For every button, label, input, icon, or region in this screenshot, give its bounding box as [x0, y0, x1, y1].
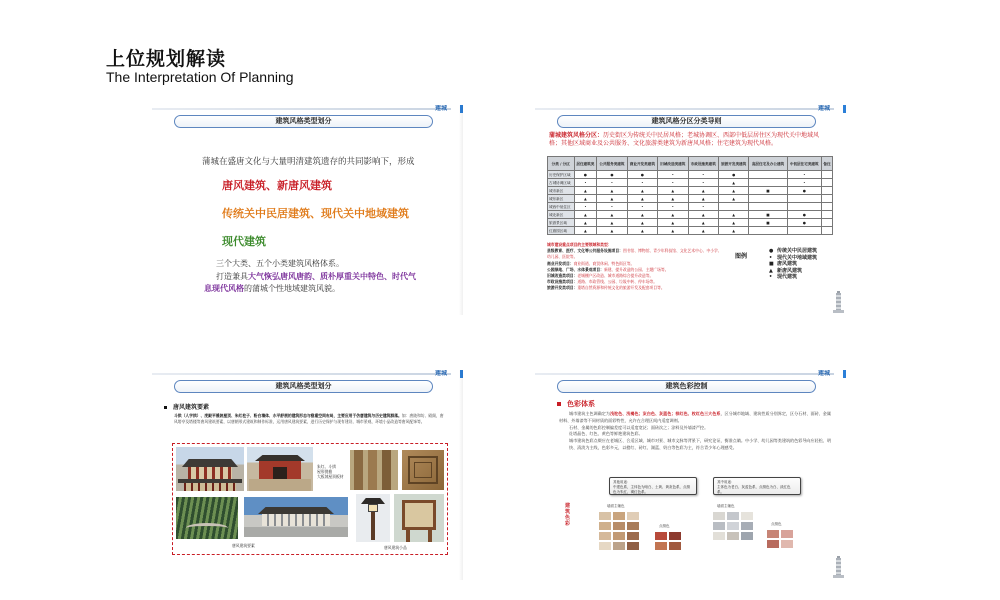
table-cell: •: [597, 203, 627, 211]
table-cell: [821, 187, 832, 195]
tang-pavilion-photo: [176, 447, 244, 491]
slide-style-types: [152, 105, 463, 315]
table-cell: ▲: [688, 187, 718, 195]
table-cell: ■: [749, 211, 787, 219]
table-cell: ▲: [574, 187, 597, 195]
section-title: 建筑风格类型划分: [174, 380, 433, 393]
tower-icon: [833, 556, 844, 578]
table-cell: ▲: [627, 195, 657, 203]
legend-title: 图例: [735, 253, 748, 260]
main-color-swatch: [627, 522, 639, 530]
table-cell: ▲: [627, 227, 657, 235]
legend-label: 唐风建筑: [777, 261, 798, 267]
color-system-text: [559, 411, 833, 452]
table-cell: •: [627, 179, 657, 187]
main-color-swatch: [613, 542, 625, 550]
note-value: 老城棚户区改造、城市道路综合提升改造等。: [577, 273, 654, 279]
table-cell: ■: [749, 219, 787, 227]
slide-top-bar: [152, 373, 451, 375]
row-header: 旅游景区域: [548, 219, 575, 227]
color-para-1: [559, 411, 833, 425]
slide-accent-bar: [843, 105, 846, 113]
slide-logo: 莲城: [817, 105, 830, 112]
legend-symbol-icon: •: [769, 274, 773, 280]
row-header: 红旗园区域: [548, 227, 575, 235]
table-cell: ▲: [658, 219, 688, 227]
table-cell: •: [787, 179, 821, 187]
table-cell: •: [688, 203, 718, 211]
table-cell: [749, 171, 787, 179]
section-title: 建筑风格类型划分: [174, 115, 433, 128]
table-cell: [749, 227, 787, 235]
table-cell: ▲: [597, 219, 627, 227]
main-color-swatch: [613, 532, 625, 540]
table-cell: ▲: [658, 195, 688, 203]
color-note-right: 其中用途： 主体色为老白、灰蓝色系，点缀色为白、淡红色系。: [713, 477, 801, 495]
main-color-swatch: [727, 512, 739, 520]
goal-tail: 的蒲城个性地域建筑风貌。: [244, 284, 340, 293]
row-header: 城西中低住区: [548, 203, 575, 211]
table-cell: ▲: [597, 227, 627, 235]
table-header: 居住建筑类: [574, 157, 597, 171]
style-modern: 现代建筑: [222, 235, 266, 248]
caption-tang-sketches: 唐风建筑小品: [384, 545, 407, 550]
slide-tang-elements: [152, 370, 463, 580]
table-cell: •: [688, 171, 718, 179]
legend-label: 传统关中民居建筑: [777, 248, 818, 254]
main-color-swatch: [741, 512, 753, 520]
table-cell: •: [787, 171, 821, 179]
row-header: 古城协调区域: [548, 179, 575, 187]
bullet-icon: [164, 406, 167, 409]
table-cell: [821, 219, 832, 227]
table-cell: ●: [718, 171, 748, 179]
zone-note-body: 历史街区为传统关中民居风格；老城协调区、西部中低层居住区为现代关中地域风格；其他区域商业及公共服务、文化旅游类建筑为新唐风风格；住宅建筑为现代风格。: [549, 132, 820, 147]
accent-color-swatch: [655, 542, 667, 550]
table-cell: ▲: [627, 211, 657, 219]
table-header: 商业开发类建筑: [627, 157, 657, 171]
table-row: [548, 171, 833, 179]
note-key: 县级教育、医疗、文化等公共服务设施项目：: [547, 248, 623, 254]
zone-note-head: 蒲城建筑风格分区：: [549, 132, 604, 139]
table-cell: [821, 203, 832, 211]
table-cell: •: [627, 203, 657, 211]
slide-logo: 莲城: [434, 370, 447, 377]
table-row: [548, 179, 833, 187]
sub-heading: [164, 402, 209, 411]
sub-heading-text: 唐风建筑要素: [173, 404, 210, 411]
signboard-photo: [394, 494, 444, 542]
accent-color-label-left: 点缀色: [659, 524, 670, 528]
table-cell: ▲: [688, 227, 718, 235]
table-cell: [821, 171, 832, 179]
table-cell: ●: [787, 219, 821, 227]
page-subtitle: The Interpretation Of Planning: [106, 69, 294, 85]
main-color-swatch: [741, 532, 753, 540]
table-cell: ▲: [574, 211, 597, 219]
p1-lead: 城市建筑主色调确定为: [569, 411, 610, 416]
note-key: 公园绿地、广场、水体景观项目：: [547, 266, 604, 272]
color-vertical-label: 建筑色彩: [565, 503, 571, 527]
wood-detail-photo: [350, 450, 398, 490]
accent-color-swatch: [669, 532, 681, 540]
caption-tang-elements: 唐风建筑要素: [232, 543, 255, 548]
table-cell: [749, 203, 787, 211]
desc-detail: 如：唐陵和坊、殿阁，唐风塔亭及塔楼等唐风建筑要素，以唐朝形式建筑和制作标准，运用唐风建筑要素，进行历史保护与现有建设、城市景观、环境小品改造等唐风配饰等。: [174, 413, 444, 424]
table-cell: ▲: [718, 179, 748, 187]
row-header: 城市新区: [548, 187, 575, 195]
main-color-swatch: [599, 542, 611, 550]
modern-tang-hall-photo: [244, 497, 348, 537]
legend-item: [769, 274, 817, 281]
table-cell: [787, 195, 821, 203]
table-cell: ▲: [597, 187, 627, 195]
accent-color-swatch: [767, 530, 779, 538]
main-color-swatch: [727, 532, 739, 540]
table-cell: ●: [597, 171, 627, 179]
table-cell: ●: [787, 211, 821, 219]
main-color-swatch: [599, 522, 611, 530]
slide-top-bar: [152, 108, 451, 110]
table-cell: •: [597, 179, 627, 187]
table-cell: •: [658, 171, 688, 179]
lamp-post-photo: [356, 494, 390, 542]
garden-bridge-photo: [176, 497, 238, 539]
table-cell: ●: [787, 187, 821, 195]
main-color-swatch: [613, 522, 625, 530]
table-cell: ▲: [658, 187, 688, 195]
slide-logo: 莲城: [817, 370, 830, 377]
table-cell: ▲: [718, 211, 748, 219]
main-color-swatch: [599, 512, 611, 520]
legend-symbol-icon: ●: [769, 248, 774, 254]
p1-highlight: 浅驼色、浅褐色；灰白色、灰蓝色；棕红色、枚红色三大色系: [609, 411, 721, 416]
table-cell: •: [658, 203, 688, 211]
table-cell: •: [574, 203, 597, 211]
legend-symbol-icon: •: [769, 254, 773, 261]
note-key: 商业开发项目：: [547, 260, 574, 266]
row-header: 城北新区: [548, 211, 575, 219]
legend-label: 新唐风建筑: [777, 267, 803, 274]
table-header: 旧城改造类建筑: [658, 157, 688, 171]
legend-label: 现代关中地域建筑: [777, 254, 818, 261]
main-color-swatch: [713, 512, 725, 520]
table-cell: [749, 179, 787, 187]
table-cell: ▲: [597, 211, 627, 219]
intro-text: 蒲城在盛唐文化与大量明清建筑遗存的共同影响下，形成: [202, 157, 415, 167]
accent-color-swatch: [669, 542, 681, 550]
table-header: 高层住宅及办公建筑: [749, 157, 787, 171]
table-cell: [749, 195, 787, 203]
color-para-3: 灶塔晶色、红色、黄色等鲜艳建筑色彩。: [569, 431, 643, 437]
table-cell: [821, 179, 832, 187]
page-title: 上位规划解读: [106, 48, 227, 70]
table-cell: ▲: [658, 227, 688, 235]
table-cell: [821, 195, 832, 203]
slide-shadow: [459, 370, 463, 580]
red-gate-photo: [247, 447, 313, 491]
accent-color-swatch: [655, 532, 667, 540]
main-color-swatch: [727, 522, 739, 530]
row-header: 历史保护区域: [548, 171, 575, 179]
slide-color-control: [535, 370, 846, 580]
notes-head: 城市建设重点项目的主要领域和类型：: [547, 242, 612, 247]
p1-tail: ，区分城市地域、建筑性质分别界定，区分石材、面砖、金属材料、外墙漆等不同材质的面彩特性，允许在合理区间内适度调剂。: [559, 411, 831, 423]
note-key: 市政设施类项目：: [547, 279, 578, 285]
note-value: 重塔自然资源和传统文化的旅游开发及配套项目等。: [577, 285, 665, 291]
table-cell: ●: [627, 171, 657, 179]
table-corner: 分类 / 分区: [548, 157, 575, 171]
desc-usage: 主要应用于仿唐建筑与历史建筑群落。: [337, 413, 402, 418]
table-row: [548, 211, 833, 219]
main-color-label-right: 墙面主辅色: [717, 504, 735, 508]
table-cell: ▲: [718, 219, 748, 227]
style-guanzhong: 传统关中民居建筑、现代关中地域建筑: [222, 207, 409, 220]
accent-color-swatch: [767, 540, 779, 548]
table-cell: ▲: [718, 187, 748, 195]
main-color-swatch: [599, 532, 611, 540]
main-color-swatch: [627, 512, 639, 520]
table-cell: ▲: [718, 195, 748, 203]
table-cell: ▲: [627, 187, 657, 195]
project-note: [547, 285, 722, 291]
carved-wood-photo: [402, 450, 444, 490]
table-cell: [787, 203, 821, 211]
slide-accent-bar: [843, 370, 846, 378]
table-row: [548, 195, 833, 203]
slide-style-zoning: [535, 105, 846, 315]
legend-symbol-icon: ■: [769, 261, 774, 267]
table-cell: ●: [574, 171, 597, 179]
table-cell: ▲: [718, 227, 748, 235]
note-key: 旧城改造类项目：: [547, 273, 578, 279]
table-cell: ▲: [688, 219, 718, 227]
main-color-swatch: [741, 522, 753, 530]
table-row: [548, 203, 833, 211]
legend-symbol-icon: ▲: [769, 267, 773, 274]
table-cell: ▲: [688, 211, 718, 219]
note-value: 道路、市政管线、公园、垃圾中转、停车场等。: [577, 279, 658, 285]
color-para-2: 石材、金属的色彩控制偏差度可以适度宽泛；面砖次之；涂料及外墙漆严控。: [569, 424, 709, 430]
section-title: 建筑风格分区分类导则: [557, 115, 816, 128]
table-cell: ▲: [597, 195, 627, 203]
table-cell: ▲: [688, 195, 718, 203]
goal-lead: 打造兼具: [216, 272, 248, 281]
tower-icon: [833, 291, 844, 313]
row-header: 城东新区: [548, 195, 575, 203]
accent-color-swatch: [781, 540, 793, 548]
slide-shadow: [459, 105, 463, 315]
table-cell: [718, 203, 748, 211]
table-cell: •: [688, 179, 718, 187]
table-header: 公共服务类建筑: [597, 157, 627, 171]
note-value: 新建、提升改造的公园、主题广场等。: [603, 266, 669, 272]
slide-top-bar: [535, 108, 834, 110]
table-header: 市政设施类建筑: [688, 157, 718, 171]
project-note: [547, 248, 722, 260]
table-cell: ▲: [574, 195, 597, 203]
table-row: [548, 219, 833, 227]
note-value: 图书馆、博物馆、青少年科技馆、文化艺术中心、中小学、幼儿园、医院等。: [547, 248, 722, 260]
note-key: 旅游开发类项目：: [547, 285, 578, 291]
color-para-4: 城市建筑色彩点缀应在老城区、合适区域、城市对景、城市文脉等背景下，研究论证，衡准点睛。中小学、幼儿园等类建筑的色彩导向应轻松、明快、清淡为主线，色彩多元，以橙红、砖红、湖蓝、奶白等色彩为主，符合青少年心理感受。: [569, 438, 831, 450]
main-color-swatch: [627, 532, 639, 540]
table-header: 中低层住宅类建筑: [787, 157, 821, 171]
table-row: [548, 187, 833, 195]
table-cell: [787, 227, 821, 235]
table-header: 备注: [821, 157, 832, 171]
legend-label: 现代建筑: [777, 274, 798, 280]
main-color-label-left: 墙面主辅色: [607, 504, 625, 508]
table-header: 旅游开发类建筑: [718, 157, 748, 171]
zone-note: [549, 132, 831, 148]
color-system-heading: 色彩体系: [557, 399, 595, 409]
table-cell: ▲: [574, 219, 597, 227]
table-cell: •: [574, 179, 597, 187]
main-color-swatch: [627, 542, 639, 550]
slide-logo: 莲城: [434, 105, 447, 112]
style-goal: [204, 271, 419, 295]
main-color-swatch: [713, 532, 725, 540]
accent-color-label-right: 点缀色: [771, 522, 782, 526]
table-cell: ▲: [627, 219, 657, 227]
system-summary: 三个大类、五个小类建筑风格体系。: [216, 259, 344, 268]
table-cell: [821, 211, 832, 219]
slide-top-bar: [535, 373, 834, 375]
goal-highlight: 大气恢弘唐风唐韵、质朴厚重关中特色、时代气息现代风格: [204, 272, 416, 293]
table-cell: •: [658, 179, 688, 187]
desc-lead: 斗拱（人字拱）、庑殿平缓坡屋顶、朱红柱子、粉白墙体、水平舒展的建筑形态与稳重空间布局，: [174, 413, 338, 418]
element-description: [174, 413, 444, 425]
table-cell: ■: [749, 187, 787, 195]
zoning-table: [547, 156, 833, 235]
project-notes: [547, 242, 722, 292]
section-title: 建筑色彩控制: [557, 380, 816, 393]
color-note-left: 其他用途： 中建色系，主体色为暗白、土黄、黄灰色系，点缀色为朱红、褐红色系。: [609, 477, 697, 495]
table-cell: ▲: [658, 211, 688, 219]
table-cell: ▲: [574, 227, 597, 235]
table-row: [548, 227, 833, 235]
main-color-swatch: [613, 512, 625, 520]
caption-roof-elements: 朱红、斗拱 屋形挑檐 大板坡屋顶板材: [317, 464, 344, 479]
main-color-swatch: [713, 522, 725, 530]
table-cell: [821, 227, 832, 235]
note-value: 商业街道、商贸休闲、特色街区等。: [573, 260, 635, 266]
style-tang: 唐风建筑、新唐风建筑: [222, 179, 332, 192]
accent-color-swatch: [781, 530, 793, 538]
